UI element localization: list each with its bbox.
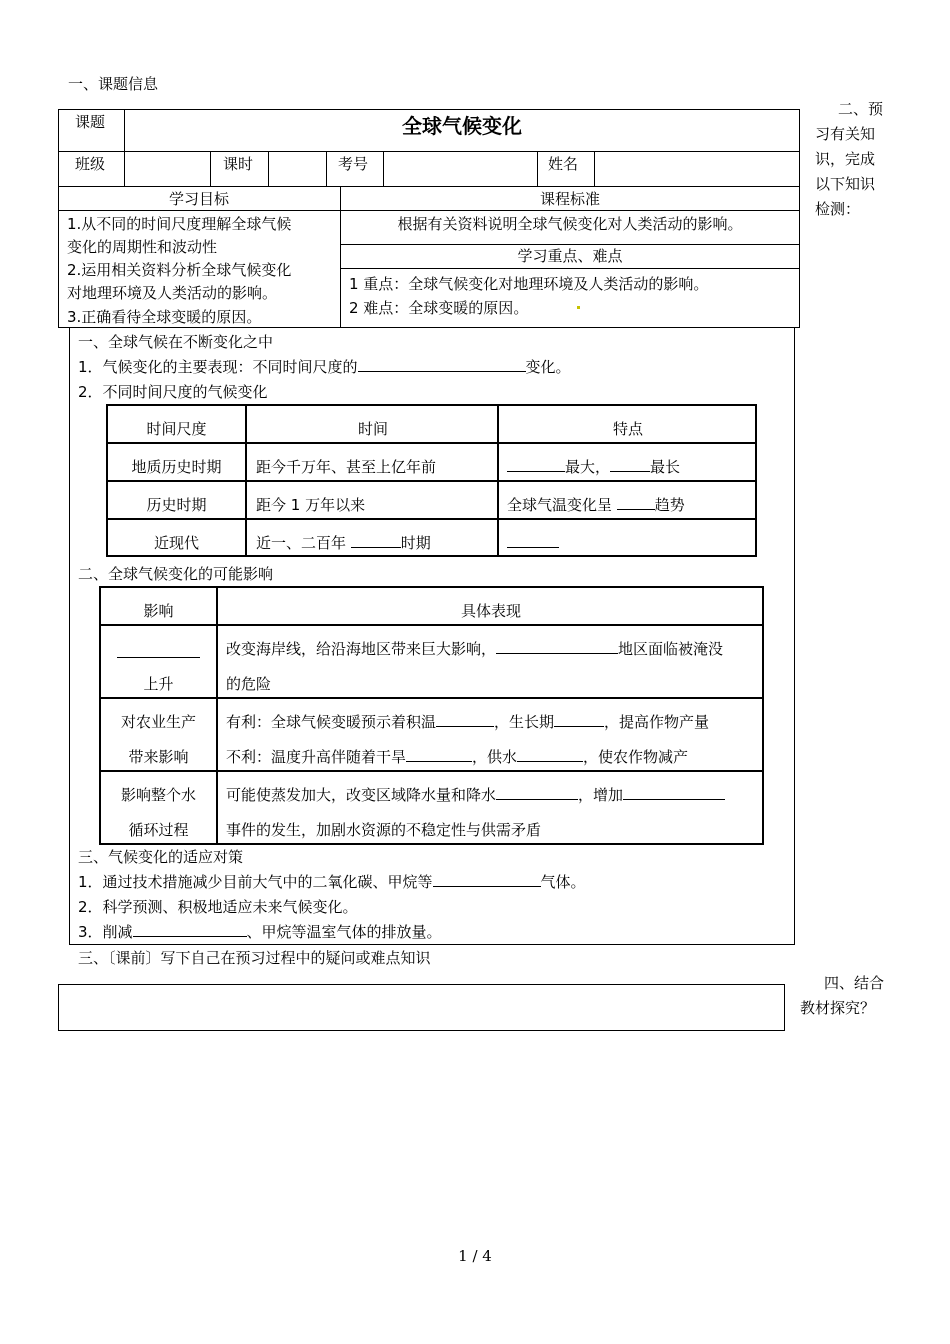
preview-line-2: 2．不同时间尺度的气候变化 xyxy=(78,383,268,401)
class-label: 班级 xyxy=(75,155,106,173)
name-label: 姓名 xyxy=(548,155,579,173)
preview-heading-3: 三、气候变化的适应对策 xyxy=(78,848,244,866)
standard-header: 课程标准 xyxy=(539,190,600,208)
goal-line: 1.从不同的时间尺度理解全球气候 xyxy=(67,215,292,233)
goal-line: 对地理环境及人类活动的影响。 xyxy=(67,284,278,302)
side-note-explore: 四、结合 教材探究？ xyxy=(800,974,884,1017)
detail-cell: 可能使蒸发加大，改变区域降水量和降水 ，增加 xyxy=(226,785,725,805)
feature-cell: 全球气温变化呈 趋势 xyxy=(507,496,685,514)
standard-text: 根据有关资料说明全球气候变化对人类活动的影响。 xyxy=(397,215,743,233)
time-scale-cell: 近现代 xyxy=(153,534,199,552)
impact-cell: 循环过程 xyxy=(128,821,189,839)
detail-cell: 事件的发生，加剧水资源的不稳定性与供需矛盾 xyxy=(226,821,542,839)
side-note-preview: 二、预 习有关知 识，完成 以下知识 检测： xyxy=(815,100,883,218)
preview-heading-1: 一、全球气候在不断变化之中 xyxy=(78,333,274,351)
strategy-line: 3．削减 、甲烷等温室气体的排放量。 xyxy=(78,923,442,941)
section-heading: 一、课题信息 xyxy=(68,75,159,93)
page-number: 1 / 4 xyxy=(458,1247,492,1265)
detail-cell: 改变海岸线，给沿海地区带来巨大影响， 地区面临被淹没 xyxy=(226,640,724,658)
time-scale-cell: 历史时期 xyxy=(146,496,207,514)
table-header: 具体表现 xyxy=(460,602,521,620)
table-header: 特点 xyxy=(612,420,643,438)
detail-cell: 不利：温度升高伴随着干旱 ，供水 ，使农作物减产 xyxy=(226,748,689,766)
time-cell: 距今千万年、甚至上亿年前 xyxy=(256,458,437,476)
keypoints-header: 学习重点、难点 xyxy=(517,247,623,265)
goal-line: 变化的周期性和波动性 xyxy=(67,238,218,256)
impact-cell: 对农业生产 xyxy=(120,713,196,731)
table-header: 影响 xyxy=(143,602,174,620)
goal-line: 2.运用相关资料分析全球气候变化 xyxy=(67,261,292,279)
blank-line xyxy=(117,657,200,658)
table-header: 时间 xyxy=(357,420,388,438)
feature-cell: 最大， 最长 xyxy=(507,457,680,477)
table-header: 时间尺度 xyxy=(146,420,207,438)
goal-line: 3.正确看待全球变暖的原因。 xyxy=(67,308,262,326)
strategy-line: 2．科学预测、积极地适应未来气候变化。 xyxy=(78,898,358,916)
time-cell: 近一、二百年 时期 xyxy=(256,534,431,552)
preview-heading-2: 二、全球气候变化的可能影响 xyxy=(78,565,274,583)
preview-line-1: 1．气候变化的主要表现：不同时间尺度的 变化。 xyxy=(78,358,571,376)
impact-cell: 上升 xyxy=(143,675,174,693)
goals-header: 学习目标 xyxy=(168,190,229,208)
strategy-line: 1．通过技术措施减少目前大气中的二氧化碳、甲烷等 气体。 xyxy=(78,873,586,891)
questions-heading: 三、〔课前〕写下自己在预习过程中的疑问或难点知识 xyxy=(78,949,431,967)
time-scale-cell: 地质历史时期 xyxy=(131,458,222,476)
detail-cell: 有利：全球气候变暖预示着积温 ，生长期 ，提高作物产量 xyxy=(226,713,710,731)
impact-cell: 影响整个水 xyxy=(120,786,196,804)
topic-label: 课题 xyxy=(75,113,106,131)
impact-cell: 带来影响 xyxy=(128,748,189,766)
questions-answer-box[interactable] xyxy=(58,984,785,1031)
time-cell: 距今 1 万年以来 xyxy=(256,496,366,514)
feature-cell xyxy=(507,533,559,553)
exam-no-label: 考号 xyxy=(338,155,369,173)
difficulty-text: 2 难点：全球变暖的原因。 xyxy=(349,299,529,317)
stray-dot xyxy=(577,306,580,309)
period-label: 课时 xyxy=(223,155,254,173)
topic-title: 全球气候变化 xyxy=(402,114,522,138)
keypoint-text: 1 重点：全球气候变化对地理环境及人类活动的影响。 xyxy=(349,275,709,293)
detail-cell: 的危险 xyxy=(226,675,272,693)
